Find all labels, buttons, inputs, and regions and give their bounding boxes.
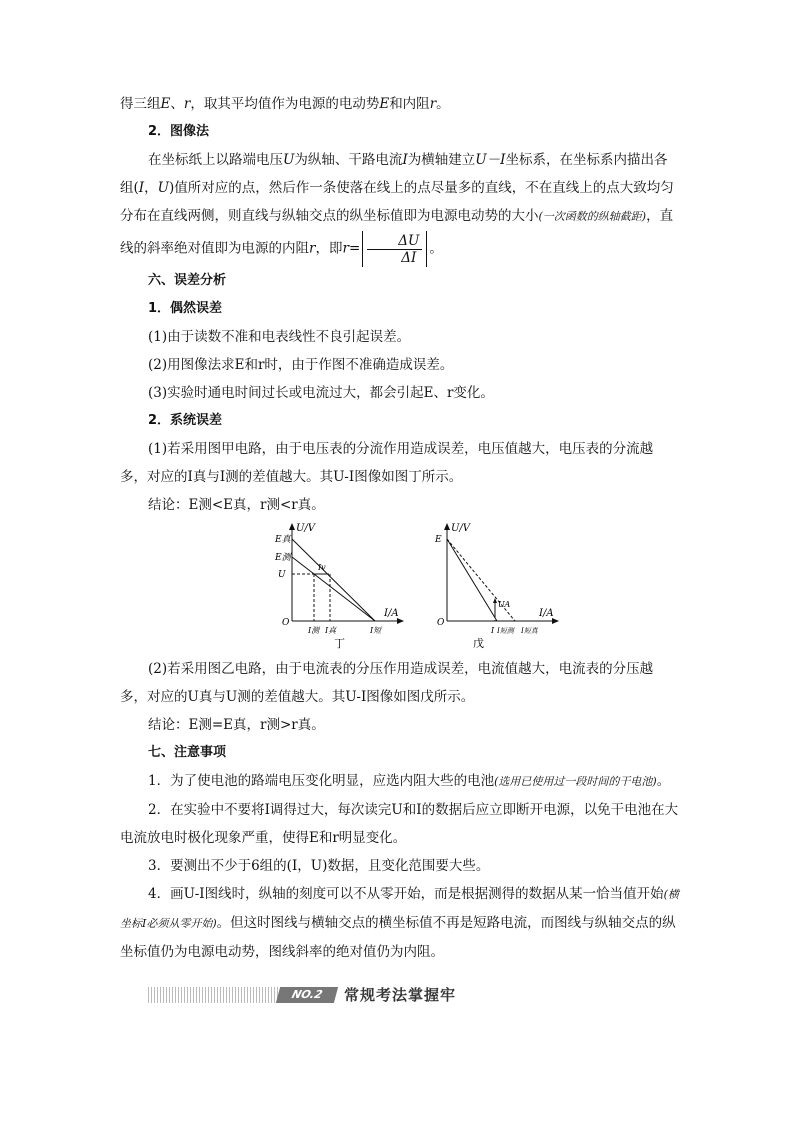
ding-iv: Iv: [318, 563, 326, 572]
graph-method-paragraph: 在坐标纸上以路端电压U为纵轴、干路电流I为横轴建立U－I坐标系，在坐标系内描出各组(I，U)值所对应的点，然后作一条使落在线上的点尽量多的直线，不在直线上的点大致均匀分布在直线两侧，则直线与纵轴交点的纵坐标值即为电源电动势的大小(一次函数的纵轴截距)，直线的斜率绝对值即为电源的内阻r，即r= $\frac{\Delta U}{\Delta I}$ 。: [120, 152, 674, 266]
accidental-item: (1)由于读数不准和电表线性不良引起误差。: [148, 329, 411, 345]
ding-i-meas: I测: [308, 626, 320, 635]
figure-ding: [270, 521, 410, 655]
accidental-item: (3)实验时通电时间过长或电流过大，都会引起E、r变化。: [148, 385, 494, 401]
wu-i-short-true: I短真: [521, 627, 538, 635]
accidental-item: (2)用图像法求E和r时，由于作图不准确造成误差。: [148, 357, 454, 373]
banner-title: 常规考法掌握牢: [344, 986, 457, 1004]
banner-hatch: [148, 987, 278, 1003]
systematic-paragraph-2: (2)若采用图乙电路，由于电流表的分压作用造成误差，电流值越大，电流表的分压越多，对应的U真与U测的差值越大。其U-I图像如图戊所示。: [120, 661, 654, 705]
wu-e: E: [435, 535, 442, 545]
figures-row: [120, 521, 680, 655]
wu-i: I: [491, 626, 495, 635]
error-analysis-heading: 六、误差分析: [148, 273, 227, 288]
note-3: 3．要测出不少于6组的(I，U)数据，且变化范围要大些。: [148, 858, 490, 874]
systematic-paragraph-1: (1)若采用图甲电路，由于电压表的分流作用造成误差，电压值越大，电压表的分流越多，对应的I真与I测的差值越大。其U-I图像如图丁所示。: [120, 441, 654, 485]
ding-u: U: [278, 570, 286, 580]
page-content: [120, 90, 680, 966]
wu-ua: UA: [498, 600, 511, 609]
ding-origin: O: [282, 618, 290, 628]
note-1: 1．为了使电池的路端电压变化明显，应选内阻大些的电池(选用已使用过一段时间的干电池)。: [148, 773, 671, 789]
accidental-error-heading: 1．偶然误差: [148, 301, 223, 316]
wu-i-short-meas: I短测: [497, 627, 514, 635]
wu-x-axis-label: I/A: [539, 608, 554, 619]
figure-wu: [425, 521, 565, 655]
slope-fraction: $\frac{\Delta U}{\Delta I}$: [367, 233, 422, 266]
graph-method-heading: 2．图像法: [148, 124, 210, 139]
note-4: 4．画U-I图线时，纵轴的刻度可以不从零开始，而是根据测得的数据从某一恰当值开始(横坐标I必须从零开始)。但这时图线与横轴交点的横坐标值不再是短路电流，而图线与纵轴交点的纵坐标值仍为电源电动势，图线斜率的绝对值仍为内阻。: [120, 886, 679, 960]
wu-y-axis-label: U/V: [451, 523, 471, 534]
wu-caption: 戊: [473, 637, 484, 650]
ding-i-short: I短: [370, 626, 382, 635]
ding-e-true: E真: [275, 535, 291, 545]
notes-heading: 七、注意事项: [148, 745, 227, 760]
ding-x-axis-label: I/A: [384, 608, 399, 619]
note-2: 2．在实验中不要将I调得过大，每次读完U和I的数据后应立即断开电源，以免干电池在大电流放电时极化现象严重，使得E和r明显变化。: [120, 802, 679, 846]
section-banner: [148, 985, 498, 1005]
ding-i-true: I真: [325, 626, 337, 635]
ding-caption: 丁: [334, 637, 345, 650]
wu-origin: O: [437, 618, 445, 628]
banner-tag: NO.2: [276, 987, 338, 1003]
conclusion-2: 结论：E测=E真，r测>r真。: [148, 717, 325, 733]
ding-y-axis-label: U/V: [296, 523, 316, 534]
conclusion-1: 结论：E测<E真，r测<r真。: [148, 497, 325, 513]
intro-line: 得三组E、r，取其平均值作为电源的电动势E和内阻r。: [120, 96, 450, 112]
systematic-error-heading: 2．系统误差: [148, 413, 223, 428]
ding-e-meas: E测: [275, 553, 291, 563]
